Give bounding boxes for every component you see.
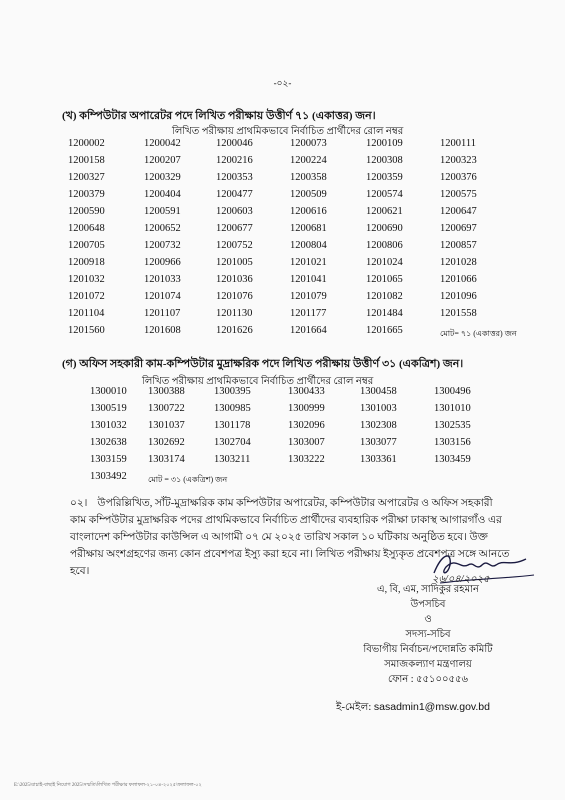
roll-number: 1201104 bbox=[68, 308, 105, 319]
roll-number: 1200616 bbox=[290, 206, 327, 217]
roll-number: 1200966 bbox=[144, 257, 181, 268]
roll-number: 1200216 bbox=[216, 155, 253, 166]
roll-number: 1200477 bbox=[216, 189, 253, 200]
section-b-heading: (খ) কম্পিউটার অপারেটর পদে লিখিত পরীক্ষায় উত্তীর্ণ ৭১ (একাত্তর) জন। bbox=[62, 110, 376, 122]
roll-number: 1200591 bbox=[144, 206, 181, 217]
roll-number: 1201560 bbox=[68, 325, 105, 336]
note-number: ০২। bbox=[70, 498, 88, 509]
roll-number: 1200681 bbox=[290, 223, 327, 234]
roll-number: 1300395 bbox=[214, 386, 251, 397]
roll-number: 1200648 bbox=[68, 223, 105, 234]
roll-number: 1200158 bbox=[68, 155, 105, 166]
roll-number: 1200732 bbox=[144, 240, 181, 251]
roll-number: 1200590 bbox=[68, 206, 105, 217]
roll-number: 1303211 bbox=[214, 454, 251, 465]
roll-number: 1302535 bbox=[434, 420, 471, 431]
roll-number: 1201028 bbox=[440, 257, 477, 268]
roll-number: 1201082 bbox=[366, 291, 403, 302]
roll-number: 1201177 bbox=[290, 308, 327, 319]
roll-number: 1300496 bbox=[434, 386, 471, 397]
roll-number: 1201107 bbox=[144, 308, 181, 319]
roll-number: 1302096 bbox=[288, 420, 325, 431]
roll-number: 1303222 bbox=[288, 454, 325, 465]
roll-number: 1200353 bbox=[216, 172, 253, 183]
section-c-heading: (গ) অফিস সহকারী কাম-কম্পিউটার মুদ্রাক্ষরিক পদে লিখিত পরীক্ষায় উত্তীর্ণ ৩১ (একত্রিশ) জন। bbox=[62, 358, 464, 370]
roll-number: 1200323 bbox=[440, 155, 477, 166]
roll-number: 1303077 bbox=[360, 437, 397, 448]
roll-number: 1200327 bbox=[68, 172, 105, 183]
roll-number: 1300999 bbox=[288, 403, 325, 414]
signature-date: ২৬/০৪/২০২৫ bbox=[432, 574, 490, 585]
roll-number: 1200046 bbox=[216, 138, 253, 149]
phone-number: ফোন : ৫৫১০০৫৫৬ bbox=[388, 674, 468, 685]
roll-number: 1200207 bbox=[144, 155, 181, 166]
roll-number: 1201558 bbox=[440, 308, 477, 319]
roll-number: 1200073 bbox=[290, 138, 327, 149]
roll-number: 1200804 bbox=[290, 240, 327, 251]
roll-number: 1200404 bbox=[144, 189, 181, 200]
roll-number: 1200358 bbox=[290, 172, 327, 183]
roll-number: 1303159 bbox=[90, 454, 127, 465]
signatory-designation: উপসচিব bbox=[410, 599, 446, 610]
roll-number: 1200359 bbox=[366, 172, 403, 183]
roll-number: 1201032 bbox=[68, 274, 105, 285]
conjunction: ও bbox=[424, 614, 432, 625]
roll-number: 1301010 bbox=[434, 403, 471, 414]
roll-number: 1201074 bbox=[144, 291, 181, 302]
total-count: মোট = ৩১ (একত্রিশ) জন bbox=[148, 475, 228, 484]
roll-number: 1201665 bbox=[366, 325, 403, 336]
ministry-name: সমাজকল্যাণ মন্ত্রণালয় bbox=[384, 659, 472, 670]
committee-name: বিভাগীয় নির্বাচন/পদোন্নতি কমিটি bbox=[363, 644, 493, 655]
roll-number: 1301178 bbox=[214, 420, 251, 431]
roll-number: 1303156 bbox=[434, 437, 471, 448]
roll-number: 1200857 bbox=[440, 240, 477, 251]
roll-number: 1201072 bbox=[68, 291, 105, 302]
file-path-footer: E:\2025\যাচাই-বাছাই নিয়োগ 2025\সম্মতি\লিখিত পরীক্ষার ফলাফল-২১-০৪-২০২৫\ফলাফল-০২ bbox=[14, 783, 202, 788]
total-count: মোট= ৭১ (একাত্তর) জন bbox=[440, 329, 517, 338]
roll-number: 1300985 bbox=[214, 403, 251, 414]
signatory-name: এ, বি, এম, সাদিকুর রহমান bbox=[377, 584, 479, 595]
roll-number: 1300458 bbox=[360, 386, 397, 397]
roll-number: 1300433 bbox=[288, 386, 325, 397]
roll-number: 1301032 bbox=[90, 420, 127, 431]
roll-number: 1300519 bbox=[90, 403, 127, 414]
roll-number: 1303174 bbox=[148, 454, 185, 465]
roll-number: 1200752 bbox=[216, 240, 253, 251]
roll-number: 1200574 bbox=[366, 189, 403, 200]
roll-number: 1201096 bbox=[440, 291, 477, 302]
roll-number: 1200677 bbox=[216, 223, 253, 234]
roll-number: 1303492 bbox=[90, 471, 127, 482]
roll-number: 1302638 bbox=[90, 437, 127, 448]
page-number: -০২- bbox=[273, 78, 292, 88]
roll-number: 1200647 bbox=[440, 206, 477, 217]
roll-number: 1200705 bbox=[68, 240, 105, 251]
roll-number: 1303361 bbox=[360, 454, 397, 465]
roll-number: 1201021 bbox=[290, 257, 327, 268]
roll-number: 1201033 bbox=[144, 274, 181, 285]
roll-number: 1201041 bbox=[290, 274, 327, 285]
note-text: উপরিল্লিখিত, সাঁট-মুদ্রাক্ষরিক কাম কম্পিউটার অপারেটর, কম্পিউটার অপারেটর ও অফিস সহকারী কাম কম্পিউটার মুদ্রাক্ষরিক পদের প্রাথমিকভাবে নির্বাচিত প্রার্থীদের ব্যবহারিক পরীক্ষা ঢাকাস্থ আগারগাঁও এর বাংলাদেশ কম্পিউটার কাউন্সিল এ আগামী ০৭ মে ২০২৫ তারিখ সকাল ১০ ঘটিকায় অনুষ্ঠিত হবে। উক্ত পরীক্ষায় অংশগ্রহণের জন্য কোন প্রবেশপত্র ইস্যু করা হবে না। লিখিত পরীক্ষায় ইস্যুকৃত প্রবেশপত্র সঙ্গে আনতে হবে। bbox=[70, 498, 510, 577]
roll-number: 1200042 bbox=[144, 138, 181, 149]
roll-number: 1302704 bbox=[214, 437, 251, 448]
roll-number: 1200652 bbox=[144, 223, 181, 234]
roll-number: 1201664 bbox=[290, 325, 327, 336]
roll-number: 1200109 bbox=[366, 138, 403, 149]
roll-number: 1300010 bbox=[90, 386, 127, 397]
roll-number: 1200575 bbox=[440, 189, 477, 200]
roll-number: 1200002 bbox=[68, 138, 105, 149]
roll-number: 1300722 bbox=[148, 403, 185, 414]
roll-number: 1200224 bbox=[290, 155, 327, 166]
roll-number: 1300388 bbox=[148, 386, 185, 397]
roll-number: 1201076 bbox=[216, 291, 253, 302]
roll-number: 1201065 bbox=[366, 274, 403, 285]
roll-number: 1200603 bbox=[216, 206, 253, 217]
signatory-block bbox=[330, 582, 526, 687]
roll-number: 1302692 bbox=[148, 437, 185, 448]
roll-number: 1201036 bbox=[216, 274, 253, 285]
email-line bbox=[336, 700, 490, 717]
roll-number: 1200509 bbox=[290, 189, 327, 200]
email-label: ই-মেইল: bbox=[336, 702, 372, 713]
roll-number: 1200111 bbox=[440, 138, 476, 149]
roll-number: 1200806 bbox=[366, 240, 403, 251]
roll-number: 1200697 bbox=[440, 223, 477, 234]
roll-number: 1200379 bbox=[68, 189, 105, 200]
roll-number: 1302308 bbox=[360, 420, 397, 431]
roll-number: 1201005 bbox=[216, 257, 253, 268]
roll-number: 1200376 bbox=[440, 172, 477, 183]
roll-number: 1201079 bbox=[290, 291, 327, 302]
roll-number: 1303007 bbox=[288, 437, 325, 448]
roll-number: 1201608 bbox=[144, 325, 181, 336]
roll-number: 1200690 bbox=[366, 223, 403, 234]
roll-number: 1303459 bbox=[434, 454, 471, 465]
roll-number: 1201066 bbox=[440, 274, 477, 285]
roll-number: 1301003 bbox=[360, 403, 397, 414]
roll-number: 1301037 bbox=[148, 420, 185, 431]
roll-number: 1200329 bbox=[144, 172, 181, 183]
roll-number: 1201024 bbox=[366, 257, 403, 268]
roll-number: 1201626 bbox=[216, 325, 253, 336]
roll-number: 1201484 bbox=[366, 308, 403, 319]
signatory-role: সদস্য-সচিব bbox=[405, 629, 451, 640]
email-link[interactable]: sasadmin1@msw.gov.bd bbox=[373, 701, 490, 713]
roll-number: 1201130 bbox=[216, 308, 253, 319]
section-b-subheading: লিখিত পরীক্ষায় প্রাথমিকভাবে নির্বাচিত প্রার্থীদের রোল নম্বর bbox=[172, 126, 404, 137]
roll-number: 1200918 bbox=[68, 257, 105, 268]
roll-number: 1200621 bbox=[366, 206, 403, 217]
roll-number: 1200308 bbox=[366, 155, 403, 166]
section-c-subheading: লিখিত পরীক্ষায় প্রাথমিকভাবে নির্বাচিত প্রার্থীদের রোল নম্বর bbox=[142, 376, 374, 387]
